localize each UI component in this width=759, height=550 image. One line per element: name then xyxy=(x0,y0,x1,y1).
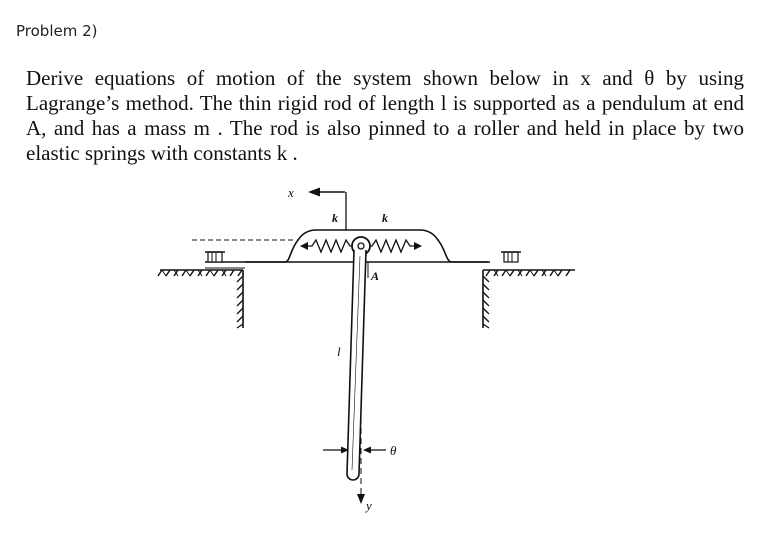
right-spring xyxy=(369,240,416,252)
problem-line: Lagrange’s method. The thin rigid rod of length l is supported as a pendulum at end xyxy=(26,91,744,115)
A-label: A xyxy=(371,269,380,283)
problem-line: A, and has a mass m . The rod is also pinned to a roller and held in place by two xyxy=(26,116,744,140)
left-bolt xyxy=(205,252,225,262)
k-right-label: k xyxy=(382,211,388,225)
y-label: y xyxy=(366,498,372,513)
problem-line: Derive equations of motion of the system shown below in x and θ by using xyxy=(26,66,744,90)
y-arrow-head xyxy=(357,494,365,504)
problem-heading: Problem 2) xyxy=(16,22,98,40)
length-label: l xyxy=(337,344,341,359)
pendulum-rod xyxy=(347,250,366,480)
right-bolt xyxy=(501,252,521,262)
left-spring xyxy=(306,240,353,252)
problem-line: elastic springs with constants k . xyxy=(26,141,298,165)
right-ground xyxy=(483,270,575,328)
x-arrow-head xyxy=(308,188,320,197)
k-left-label: k xyxy=(332,211,338,225)
left-spring-end xyxy=(300,242,308,250)
x-label: x xyxy=(288,185,294,200)
right-spring-end xyxy=(414,242,422,250)
left-ground xyxy=(158,270,243,328)
figure-drawing xyxy=(150,178,590,528)
pendulum-spring-figure xyxy=(150,178,590,528)
problem-statement xyxy=(26,66,744,166)
theta-right-arrow xyxy=(363,447,371,454)
pin-A xyxy=(358,243,364,249)
theta-label: θ xyxy=(390,443,397,458)
